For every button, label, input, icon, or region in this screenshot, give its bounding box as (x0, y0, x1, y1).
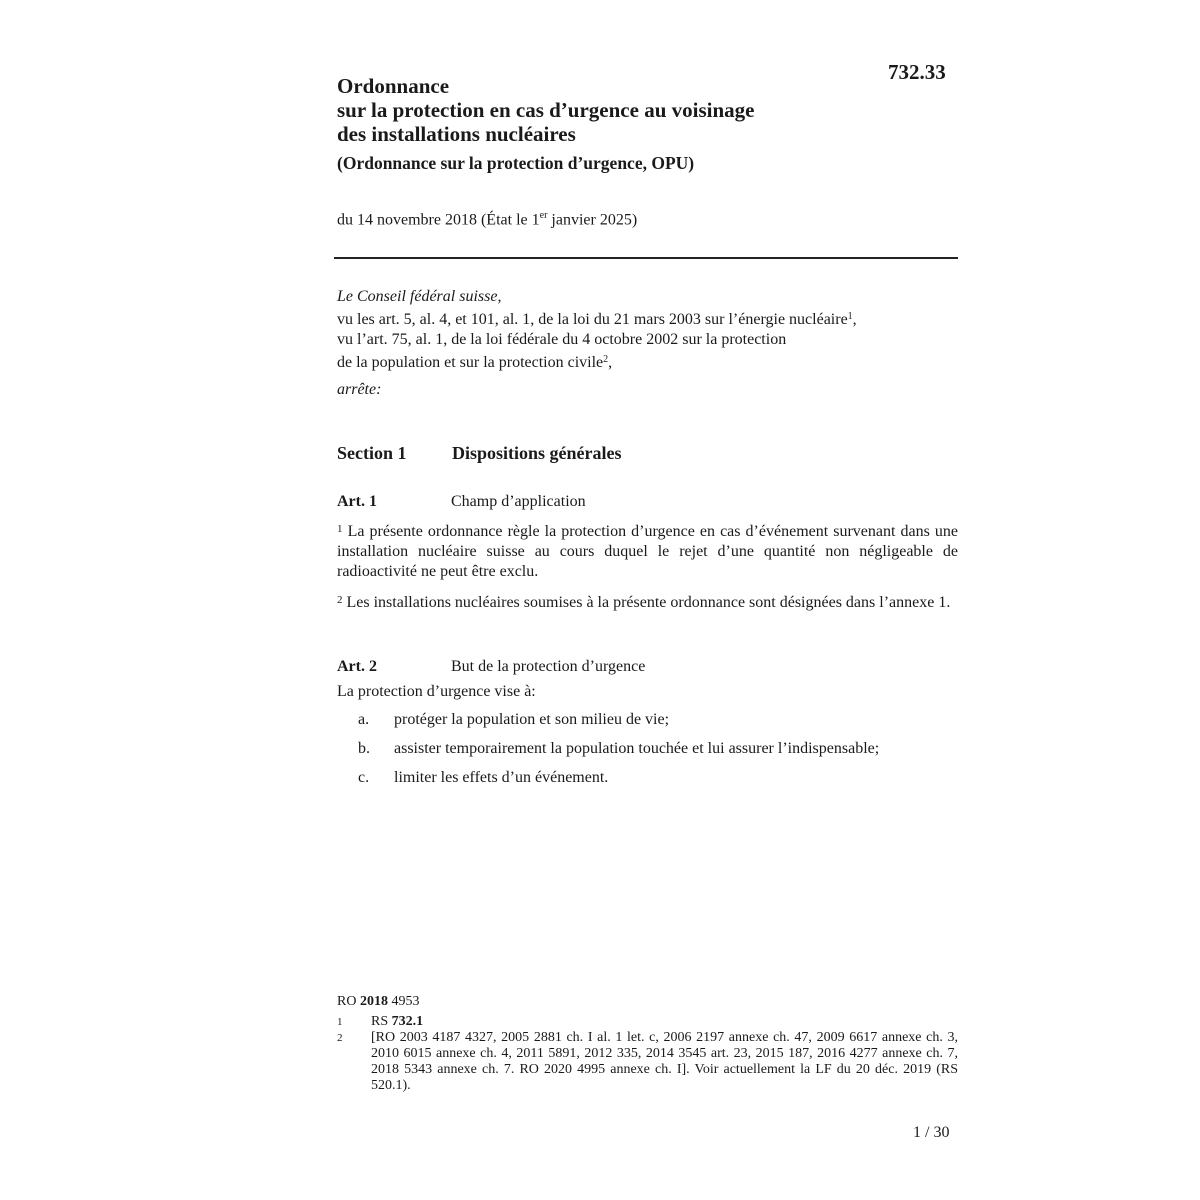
title-line-1: Ordonnance (337, 74, 450, 98)
section-1-heading (337, 443, 622, 464)
article-2-title: But de la protection d’urgence (451, 658, 646, 675)
preamble-line-2: vu l’art. 75, al. 1, de la loi fédérale du 4 octobre 2002 sur la protection (337, 331, 787, 348)
sr-number: 732.33 (888, 60, 946, 84)
title-line-3: des installations nucléaires (337, 122, 576, 146)
official-compilation-ref (337, 994, 958, 1010)
preamble-line-3 (337, 350, 958, 373)
document-header (337, 58, 958, 229)
title-line-2: sur la protection en cas d’urgence au voisinage (337, 98, 755, 122)
list-item-letter: b. (358, 740, 370, 757)
paragraph-text: La présente ordonnance règle la protection d’urgence en cas d’événement survenant dans une installation nucléaire suisse au cours duquel le rejet d’une quantité non négligeable de radioactivité ne peut être exclu. (337, 523, 959, 580)
footnote-number: 2 (337, 1032, 343, 1044)
document-date (337, 210, 958, 229)
date-prefix: du 14 novembre 2018 (État le 1 (337, 211, 540, 229)
date-sup: er (539, 210, 548, 221)
article-1 (337, 493, 958, 613)
article-2-list (337, 710, 958, 788)
paragraph-number: 2 (337, 594, 343, 606)
article-1-title: Champ d’application (451, 493, 586, 510)
page-number: 1 / 30 (913, 1124, 950, 1141)
article-1-paragraph-1 (337, 519, 958, 582)
date-suffix: janvier 2025) (547, 211, 638, 229)
preamble-line-1-end: , (852, 311, 857, 328)
section-number: Section 1 (337, 443, 407, 463)
list-item-text: protéger la population et son milieu de vie; (394, 711, 670, 728)
ro-page: 4953 (387, 994, 420, 1009)
ro-prefix: RO (337, 994, 360, 1009)
footnote-text (371, 1014, 958, 1030)
article-2-heading (337, 658, 958, 676)
header-divider (334, 257, 958, 259)
list-item (337, 739, 958, 759)
preamble-authority: Le Conseil fédéral suisse, (337, 288, 502, 305)
footnote-1-ref: 732.1 (391, 1014, 424, 1029)
preamble-line-3-end: , (608, 354, 613, 371)
footnote-1 (337, 1014, 958, 1030)
article-2-number: Art. 2 (337, 658, 377, 675)
footnote-text: [RO 2003 4187 4327, 2005 2881 ch. I al. 1 let. c, 2006 2197 annexe ch. 47, 2009 6617 annexe ch. 3, 2010 6015 annexe ch. 4, 2011 5891, 2012 335, 2014 3545 art. 23, 2015 187, 2016 4277 annexe ch. 7, 2018 5343 annexe ch. 7. RO 2020 4995 annexe ch. I]. Voir actuellement la LF du 20 déc. 2019 (RS 520.1). (371, 1030, 958, 1093)
document-subtitle: (Ordonnance sur la protection d’urgence, OPU) (337, 153, 695, 173)
list-item-text: limiter les effets d’un événement. (394, 769, 609, 786)
paragraph-number: 1 (337, 523, 343, 535)
article-2 (337, 658, 958, 797)
preamble (337, 287, 958, 400)
footnote-2 (337, 1030, 958, 1094)
footnote-1-prefix: RS (371, 1014, 392, 1029)
article-1-paragraph-2 (337, 590, 958, 613)
list-item (337, 710, 958, 730)
footnote-ref-2[interactable]: 2 (603, 354, 609, 365)
list-item-text: assister temporairement la population touchée et lui assurer l’indispensable; (394, 740, 880, 757)
preamble-line-1-text: vu les art. 5, al. 4, et 101, al. 1, de la loi du 21 mars 2003 sur l’énergie nucléaire (337, 311, 848, 328)
list-item-letter: a. (358, 711, 370, 728)
article-1-heading (337, 493, 958, 511)
preamble-decree: arrête: (337, 381, 382, 398)
preamble-line-1 (337, 307, 958, 330)
list-item (337, 768, 958, 788)
document-title (337, 74, 958, 146)
section-title: Dispositions générales (452, 443, 622, 463)
footnote-number: 1 (337, 1016, 343, 1028)
article-1-number: Art. 1 (337, 493, 377, 510)
ro-year: 2018 (359, 994, 388, 1009)
preamble-line-3-text: de la population et sur la protection civile (337, 354, 604, 371)
footnote-ref-1[interactable]: 1 (847, 311, 853, 322)
footnotes (337, 994, 958, 1094)
article-2-intro: La protection d’urgence vise à: (337, 683, 536, 700)
list-item-letter: c. (358, 769, 370, 786)
paragraph-text: Les installations nucléaires soumises à la présente ordonnance sont désignées dans l’annexe 1. (346, 594, 951, 611)
